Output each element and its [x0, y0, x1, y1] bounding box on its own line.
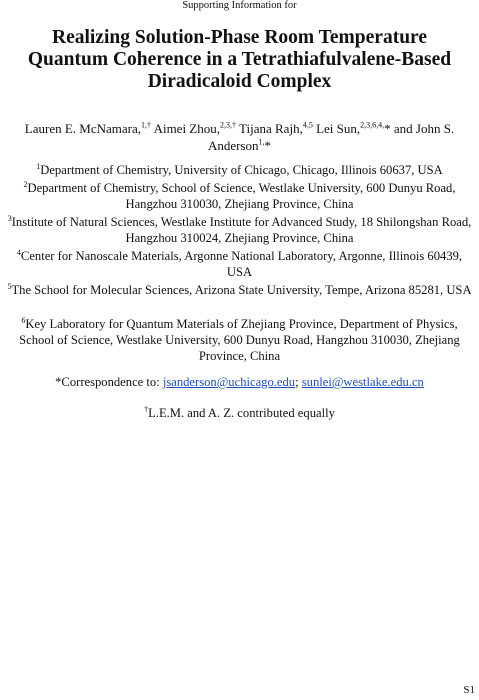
affiliation-number: 1 [36, 161, 41, 171]
email-separator: ; [295, 375, 302, 389]
affiliation [4, 162, 475, 178]
affiliation [4, 248, 475, 280]
affiliation-number: 6 [21, 315, 26, 325]
dagger-mark: † [144, 404, 149, 414]
affiliation-number: 2 [23, 179, 28, 189]
contribution-text: L.E.M. and A. Z. contributed equally [148, 406, 335, 420]
author-name: Aimei Zhou, [151, 121, 220, 136]
page-header: Supporting Information for [182, 0, 297, 11]
author-name: Lauren E. McNamara, [24, 121, 142, 136]
author-list [10, 120, 469, 154]
affiliation-text: Institute of Natural Sciences, Westlake Institute for Advanced Study, 18 Shilongshan Road, Hangzhou 310024, Zhejiang Province, China [11, 215, 472, 245]
correspondence-label: *Correspondence to: [55, 375, 163, 389]
author-name: * and John S. Anderson [207, 121, 455, 153]
email-link-anderson[interactable]: jsanderson@uchicago.edu [162, 375, 296, 389]
affiliation [4, 180, 475, 212]
author-name: Tijana Rajh, [236, 121, 303, 136]
author-affil-sup: 4,5 [302, 120, 313, 130]
affiliation-number: 5 [7, 281, 12, 291]
author-name: Lei Sun, [312, 121, 361, 136]
affiliation-text: The School for Molecular Sciences, Arizona State University, Tempe, Arizona 85281, USA [11, 283, 472, 297]
paper-title: Realizing Solution-Phase Room Temperature Quantum Coherence in a Tetrathiafulvalene-Based Diradicaloid Complex [27, 27, 452, 92]
correspondence-line [0, 374, 479, 390]
affiliation-number: 4 [16, 247, 21, 257]
author-name: * [264, 138, 272, 153]
affiliation-text: Department of Chemistry, School of Science, Westlake University, 600 Dunyu Road, Hangzhou 310030, Zhejiang Province, China [27, 181, 456, 211]
affiliation [4, 214, 475, 246]
author-affil-sup: 1, [258, 137, 265, 147]
affiliation [4, 282, 475, 298]
page-number: S1 [463, 684, 475, 696]
author-affil-sup: 2,3,6,4, [360, 120, 385, 130]
equal-contribution-note [0, 405, 479, 421]
affiliation-text: Key Laboratory for Quantum Materials of Zhejiang Province, Department of Physics, School of Science, Westlake University, 600 Dunyu Road, Hangzhou 310030, Zhejiang Province, China [19, 317, 460, 363]
affiliation-text: Center for Nanoscale Materials, Argonne National Laboratory, Argonne, Illinois 60439, USA [20, 249, 463, 279]
affiliation-text: Department of Chemistry, University of Chicago, Chicago, Illinois 60637, USA [40, 163, 443, 177]
affiliation-number: 3 [7, 213, 12, 223]
author-affil-sup: 2,3,† [220, 120, 236, 130]
affiliation [4, 316, 475, 364]
email-link-sun[interactable]: sunlei@westlake.edu.cn [301, 375, 424, 389]
author-affil-sup: 1,† [141, 120, 152, 130]
